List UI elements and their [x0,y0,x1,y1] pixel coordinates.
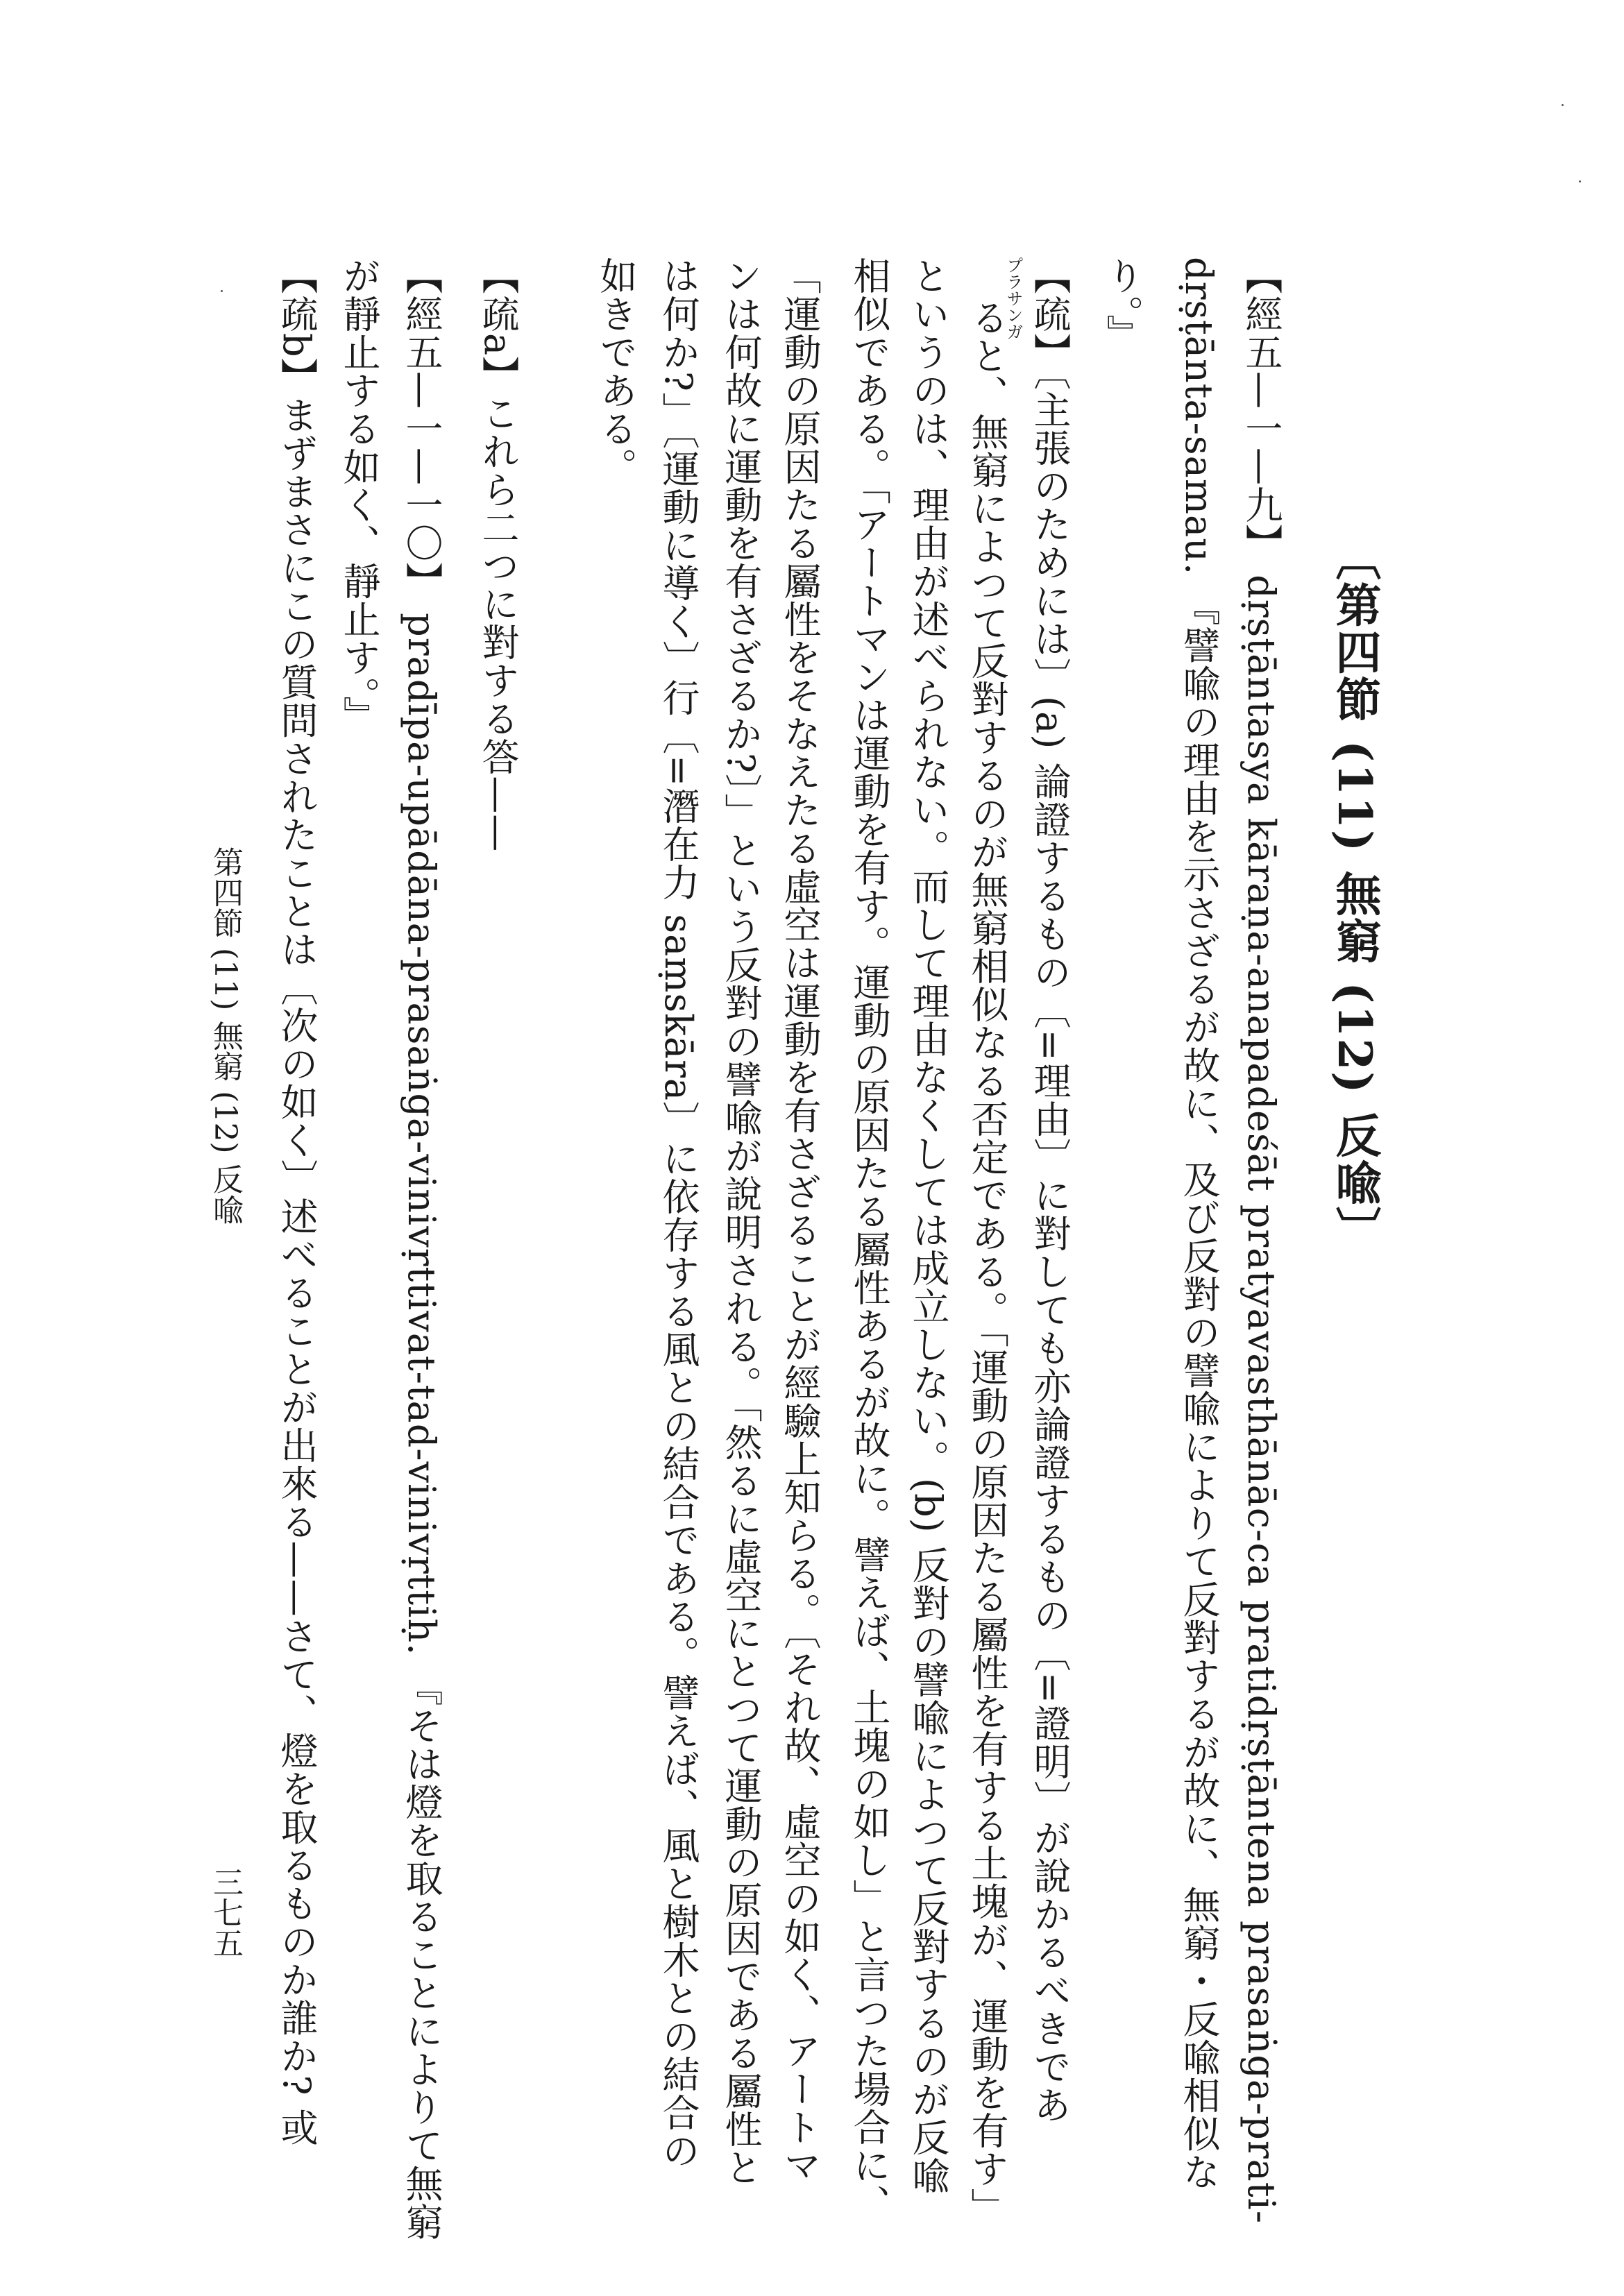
scan-speck [1579,180,1581,182]
text-column: 「運動の原因たる屬性をそなえたる虛空は運動を有さざることが經驗上知らる。〔それ故、虛空の如く、アートマ [778,257,822,2184]
text-column: 【疏a】これら二つに對する答—— [476,257,520,853]
scan-speck [1562,104,1564,106]
scan-speck [221,290,223,292]
text-column: ると、無窮によつて反對するのが無窮相似なる否定である。「運動の原因たる屬性を有する土塊が、運動を有す」 [965,298,1009,2226]
text-column: り。』 [1101,257,1144,352]
ruby-text: プラサンガ [1004,257,1023,340]
section-title: 〔第四節 (11) 無窮 (12) 反喩〕 [1328,534,1382,1254]
page-number: 三七五 [208,1866,243,1958]
text-column: が靜止する如く、靜止す。』 [337,257,381,734]
text-column: 【經五—一—一〇】 pradīpa-upādāna-prasaṅga-vinivṛttivat-tad-vinivṛttiḥ. 『そは燈を取ることによりて無窮 [400,257,443,2241]
text-column: 【疏b】まずまさにこの質問されたことは〔次の如く〕述べることが出來る——さて、燈を取るものか誰か? 或 [275,257,319,2147]
text-column: ンは何故に運動を有さざるか?〕」という反對の譬喩が說明される。「然るに虛空にとつて運動の原因である屬性と [719,257,763,2186]
text-column: 【經五—一—九】 dṛṣṭāntasya kāraṇa-anapadeśāt pratyavasthānāc-ca pratidṛṣṭāntena prasaṅga-prati- [1240,257,1283,2225]
text-column: は何か?」〔運動に導く〕行〔=潛在力 saṃskāra〕に依存する風との結合である。譬えば、風と樹木との結合の [657,257,700,2170]
text-column: 【疏】〔主張のためには〕(a) 論證するもの〔=理由〕に對しても亦論證するもの〔=證明〕が說かるべきであ [1028,257,1072,2124]
running-head: 第四節 (11) 無窮 (12) 反喩 [208,847,243,1225]
text-column: dṛṣṭānta-samau. 『譬喩の理由を示さざるが故に、及び反對の譬喩によりて反對するが故に、無窮・反喩相似な [1177,257,1221,2191]
text-column: 相似である。「アートマンは運動を有す。運動の原因たる屬性あるが故に。譬えば、土塊の如し」と言つた場合に、 [847,257,891,2222]
text-column: というのは、理由が述べられない。而して理由なくしては成立しない。(b) 反對の譬喩によつて反對するのが反喩 [906,257,950,2195]
text-column: 如きである。 [594,257,638,486]
